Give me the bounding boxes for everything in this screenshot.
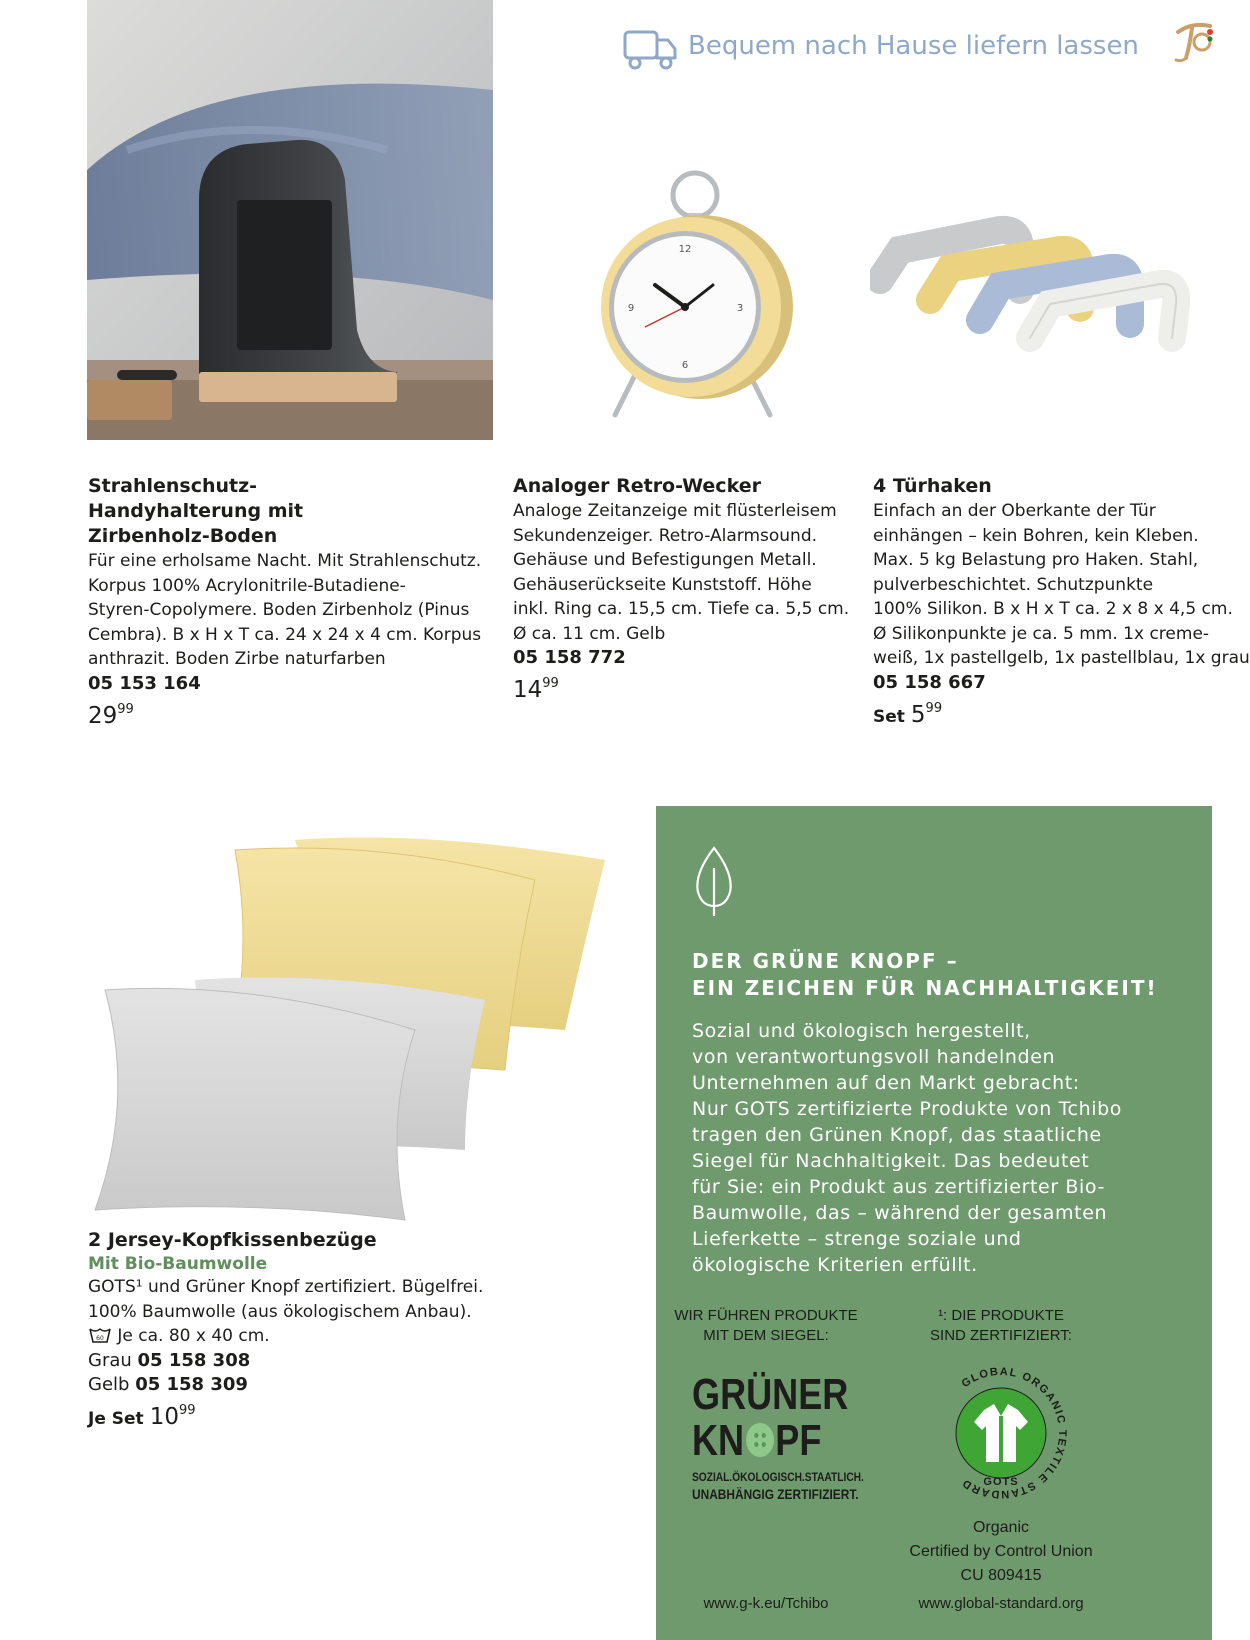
logo-tagline: UNABHÄNGIG ZERTIFIZIERT.: [692, 1486, 859, 1502]
price-cents: 99: [178, 1402, 196, 1418]
delivery-text: Bequem nach Hause liefern lassen: [688, 31, 1139, 61]
product-door-hooks: [873, 474, 1250, 728]
svg-text:12: 12: [678, 244, 692, 255]
price-cents: 99: [542, 676, 559, 691]
seal-caption-left: [656, 1306, 876, 1346]
variant-label: Grau: [88, 1349, 132, 1371]
description-line: Cembra). B x H x T ca. 24 x 24 x 4 cm. Korpus: [88, 624, 482, 645]
description-line: einhängen – kein Bohren, kein Kleben.: [873, 525, 1199, 546]
description-line: 100% Baumwolle (aus ökologischem Anbau).: [88, 1301, 472, 1322]
seal-ring-text: GLOBAL ORGANIC TEXTILE STANDARD: [959, 1365, 1069, 1501]
body-line: Sozial und ökologisch hergestellt,: [692, 1020, 1031, 1042]
description-line: Sekundenzeiger. Retro-Alarmsound.: [513, 525, 818, 546]
price-main: 14: [513, 677, 543, 703]
truck-icon: [622, 26, 678, 72]
product-description: [873, 499, 1250, 671]
body-line: Baumwolle, das – während der gesamten: [692, 1202, 1108, 1224]
product-description: [88, 549, 488, 672]
product-description: [513, 499, 853, 646]
description-line: [88, 1324, 568, 1349]
button-dot-icon: [746, 1423, 774, 1457]
body-line: tragen den Grünen Knopf, das staatliche: [692, 1124, 1102, 1146]
heading-line: EIN ZEICHEN FÜR NACHHALTIGKEIT!: [692, 976, 1158, 1000]
svg-text:6: 6: [681, 360, 689, 371]
price-main: 10: [149, 1403, 179, 1430]
description-line: inkl. Ring ca. 15,5 cm. Tiefe ca. 5,5 cm.: [513, 599, 850, 619]
description-line: 100% Silikon. B x H x T ca. 2 x 8 x 4,5 cm.: [873, 599, 1233, 619]
caption-line: ¹: DIE PRODUKTE: [938, 1307, 1064, 1324]
product-title: 2 Jersey-Kopfkissenbezüge: [88, 1229, 377, 1251]
product-price: [88, 702, 488, 729]
variant-label: Gelb: [88, 1373, 130, 1395]
door-hooks-image: [870, 210, 1190, 360]
description-line: Analoge Zeitanzeige mit flüsterleisem: [513, 501, 837, 521]
body-line: Siegel für Nachhaltigkeit. Das bedeutet: [692, 1150, 1090, 1172]
pillows-image: [85, 820, 605, 1250]
product-subtitle: Mit Bio-Baumwolle: [88, 1254, 268, 1274]
description-line: anthrazit. Boden Zirbe naturfarben: [88, 649, 386, 669]
caption-line: SIND ZERTIFIZIERT:: [930, 1327, 1072, 1344]
variant-gelb: [88, 1373, 568, 1397]
gruener-knopf-logo: [692, 1372, 872, 1502]
cert-line: Certified by Control Union: [909, 1543, 1093, 1560]
description-line: Einfach an der Oberkante der Tür: [873, 501, 1156, 521]
price-main: 5: [910, 701, 926, 728]
wash-60-icon: [88, 1326, 112, 1344]
product-alarm-clock: [513, 474, 853, 703]
body-line: ökologische Kriterien erfüllt.: [692, 1254, 978, 1276]
description-line: Für eine erholsame Nacht. Mit Strahlenschutz.: [88, 551, 482, 571]
delivery-banner[interactable]: [622, 22, 1139, 74]
price-cents: 99: [925, 700, 943, 716]
description-line: Gehäuserückseite Kunststoff. Höhe: [513, 574, 812, 595]
description-line: Max. 5 kg Belastung pro Haken. Stahl,: [873, 550, 1199, 570]
body-line: Lieferkette – strenge soziale und: [692, 1228, 1022, 1250]
price-cents: 99: [117, 701, 134, 717]
description-line: Gehäuse und Befestigungen Metall.: [513, 550, 817, 570]
body-line: von verantwortungsvoll handelnden: [692, 1046, 1056, 1068]
description-line: GOTS¹ und Grüner Knopf zertifiziert. Bügelfrei.: [88, 1277, 484, 1297]
heading-line: DER GRÜNE KNOPF –: [692, 949, 959, 973]
alarm-clock-image: [585, 155, 805, 445]
link-gots[interactable]: www.global-standard.org: [918, 1595, 1084, 1612]
leaf-icon: [692, 844, 736, 918]
green-button-info-panel: [656, 806, 1212, 1640]
description-line: Ø Silikonpunkte je ca. 5 mm. 1x creme-: [873, 623, 1210, 644]
link-gk[interactable]: www.g-k.eu/Tchibo: [703, 1595, 829, 1612]
size-text: Je ca. 80 x 40 cm.: [117, 1326, 270, 1346]
logo-line: [692, 1418, 840, 1464]
logo-text: PF: [775, 1416, 822, 1465]
body-line: für Sie: ein Produkt aus zertifizierter Bio-: [692, 1176, 1105, 1198]
gots-bottom-label: GOTS: [983, 1476, 1019, 1488]
svg-text:3: 3: [736, 303, 744, 314]
cert-line: CU 809415: [960, 1567, 1042, 1584]
panel-heading: [692, 948, 1192, 1002]
certification-info: [876, 1516, 1126, 1588]
svg-text:60: 60: [96, 1335, 104, 1342]
panel-body: [692, 1018, 1202, 1278]
product-phone-holder: [88, 474, 488, 729]
logo-line: GRÜNER: [692, 1370, 849, 1419]
caption-line: WIR FÜHREN PRODUKTE: [674, 1307, 858, 1324]
caption-line: MIT DEM SIEGEL:: [703, 1327, 829, 1344]
price-prefix: Set: [873, 706, 905, 727]
product-price: [873, 701, 1243, 728]
article-number: 05 158 772: [513, 647, 626, 668]
product-title: 4 Türhaken: [873, 475, 992, 497]
description-line: Korpus 100% Acrylonitrile-Butadiene-: [88, 575, 406, 596]
description-line: weiß, 1x pastellgelb, 1x pastellblau, 1x grau: [873, 648, 1250, 668]
variant-grau: [88, 1349, 568, 1373]
article-number: 05 158 308: [137, 1349, 251, 1371]
price-prefix: Je Set: [88, 1408, 144, 1429]
article-number: 05 153 164: [88, 672, 201, 694]
phone-holder-image: [87, 0, 493, 440]
article-number: 05 158 309: [135, 1373, 248, 1395]
logo-text: KN: [692, 1416, 745, 1465]
description-line: pulverbeschichtet. Schutzpunkte: [873, 574, 1154, 595]
logo-tagline: SOZIAL.ÖKOLOGISCH.STAATLICH.: [692, 1470, 864, 1484]
product-price: [513, 676, 853, 703]
cert-line: Organic: [972, 1519, 1030, 1536]
product-description: [88, 1275, 568, 1349]
seal-caption-right: [886, 1306, 1116, 1346]
product-pillow-covers: [88, 1228, 568, 1430]
svg-text:9: 9: [627, 303, 635, 314]
description-line: Ø ca. 11 cm. Gelb: [513, 623, 666, 644]
product-title: Analoger Retro-Wecker: [513, 475, 761, 497]
article-number: 05 158 667: [873, 671, 986, 693]
body-line: Nur GOTS zertifizierte Produkte von Tchibo: [692, 1098, 1122, 1120]
description-line: Styren-Copolymere. Boden Zirbenholz (Pinus: [88, 600, 470, 620]
tchibo-logo-icon: [1172, 18, 1216, 68]
product-title: Strahlenschutz-Handyhalterung mit Zirbenholz-Boden: [88, 475, 304, 547]
body-line: Unternehmen auf den Markt gebracht:: [692, 1072, 1080, 1094]
price-main: 29: [88, 702, 118, 729]
product-price: [88, 1403, 568, 1430]
